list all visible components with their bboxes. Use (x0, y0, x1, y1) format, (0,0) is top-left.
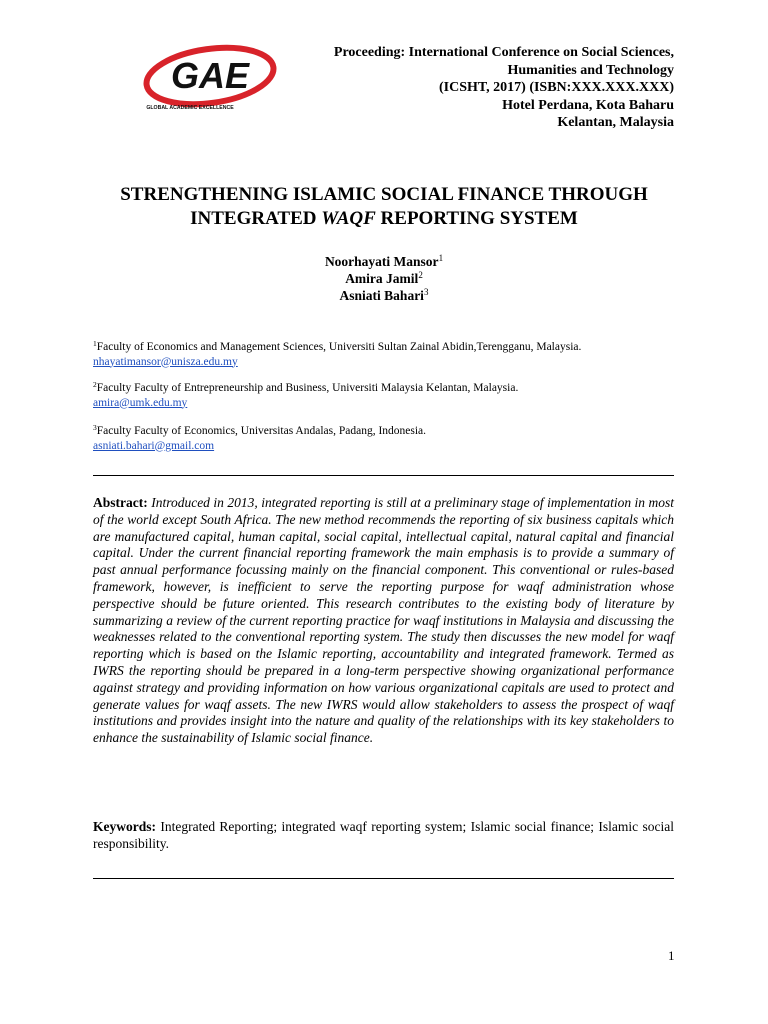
affiliation-2 (93, 381, 693, 410)
affiliation-mark: 1 (93, 339, 97, 348)
proceeding-line: Kelantan, Malaysia (557, 115, 674, 130)
affiliation-1 (93, 340, 693, 369)
abstract-label: Abstract: (93, 495, 148, 510)
abstract (93, 495, 674, 747)
author-mark: 3 (423, 287, 429, 297)
author-name: Asniati Bahari$^3$ (339, 287, 429, 303)
author-list (184, 253, 584, 304)
divider-line (93, 475, 674, 476)
paper-title (60, 183, 708, 231)
affiliation-text: Faculty of Economics and Management Sciences, Universiti Sultan Zainal Abidin,Terengganu, Malaysia. (96, 341, 582, 353)
proceeding-line: Humanities and Technology (507, 62, 674, 78)
affiliation-text: Faculty Faculty of Economics, Universitas Andalas, Padang, Indonesia. (96, 425, 427, 437)
keywords (93, 818, 674, 852)
affiliation-text: Faculty Faculty of Entrepreneurship and Business, Universiti Malaysia Kelantan, Malaysia. (96, 382, 519, 394)
author-mark: 1 (438, 253, 444, 263)
affiliation-mark: 3 (93, 423, 97, 432)
title-line-2 (60, 207, 708, 231)
author-name: Amira Jamil$^2$ (345, 270, 423, 286)
divider-line (93, 878, 674, 879)
logo-letters: GAE (170, 55, 250, 96)
proceeding-header (254, 44, 674, 132)
title-text: INTEGRATED (190, 208, 322, 229)
proceeding-line: Proceeding: International Conference on Social Sciences, (333, 45, 674, 60)
title-line-1: STRENGTHENING ISLAMIC SOCIAL FINANCE THROUGH (120, 184, 648, 205)
title-italic-word: WAQF (321, 208, 376, 229)
page-number: 1 (668, 948, 675, 963)
proceeding-line: (ICSHT, 2017) (ISBN:XXX.XXX.XXX) (438, 80, 674, 95)
abstract-text: Introduced in 2013, integrated reporting is still at a preliminary stage of implementation in most of the world except South Africa. The new method recommends the reporting of six business capitals which are manufactured capital, human capital, social capital, intellectual capital, natural capital and financial capital. Under the current financial reporting framework the main emphasis is to provide a summary of past annual performance focussing mainly on the financial component. This conventional or rules-based framework, however, is inefficient to serve the reporting purpose for waqf administration whose perspective should be future oriented. This research contributes to the existing body of literature by summarizing a review of the current reporting practice for waqf institutions in Malaysia and discussing the weaknesses related to the conventional reporting system. The study then discusses the new model for waqf reporting which is based on the Islamic reporting, accountability and integrated framework. Termed as IWRS the reporting should be prepared in a long-term perspective showing organizational performance against strategy and providing information on how various organizational capitals are used to protect and generate values for waqf assets. The new IWRS would allow stakeholders to assess the prospect of waqf institutions and provides insight into the nature and quality of the relationships with its key stakeholders to enhance the sustainability of Islamic social finance. (93, 495, 675, 746)
title-text: REPORTING SYSTEM (375, 208, 578, 229)
author-email-link[interactable]: amira@umk.edu.my (93, 396, 188, 409)
author-mark: 2 (418, 270, 423, 280)
logo-tagline: GLOBAL ACADEMIC EXCELLENCE (146, 105, 234, 111)
keywords-text: Integrated Reporting; integrated waqf reporting system; Islamic social finance; Islamic social responsibility. (93, 819, 674, 851)
proceeding-line: Hotel Perdana, Kota Baharu (502, 97, 674, 113)
affiliation-3 (93, 424, 693, 453)
author-email-link[interactable]: nhayatimansor@unisza.edu.my (93, 355, 238, 368)
affiliation-mark: 2 (93, 380, 97, 389)
author-name: Noorhayati Mansor$^1$ (324, 253, 444, 269)
author-email-link[interactable]: asniati.bahari@gmail.com (93, 439, 215, 452)
keywords-label: Keywords: (93, 819, 156, 834)
